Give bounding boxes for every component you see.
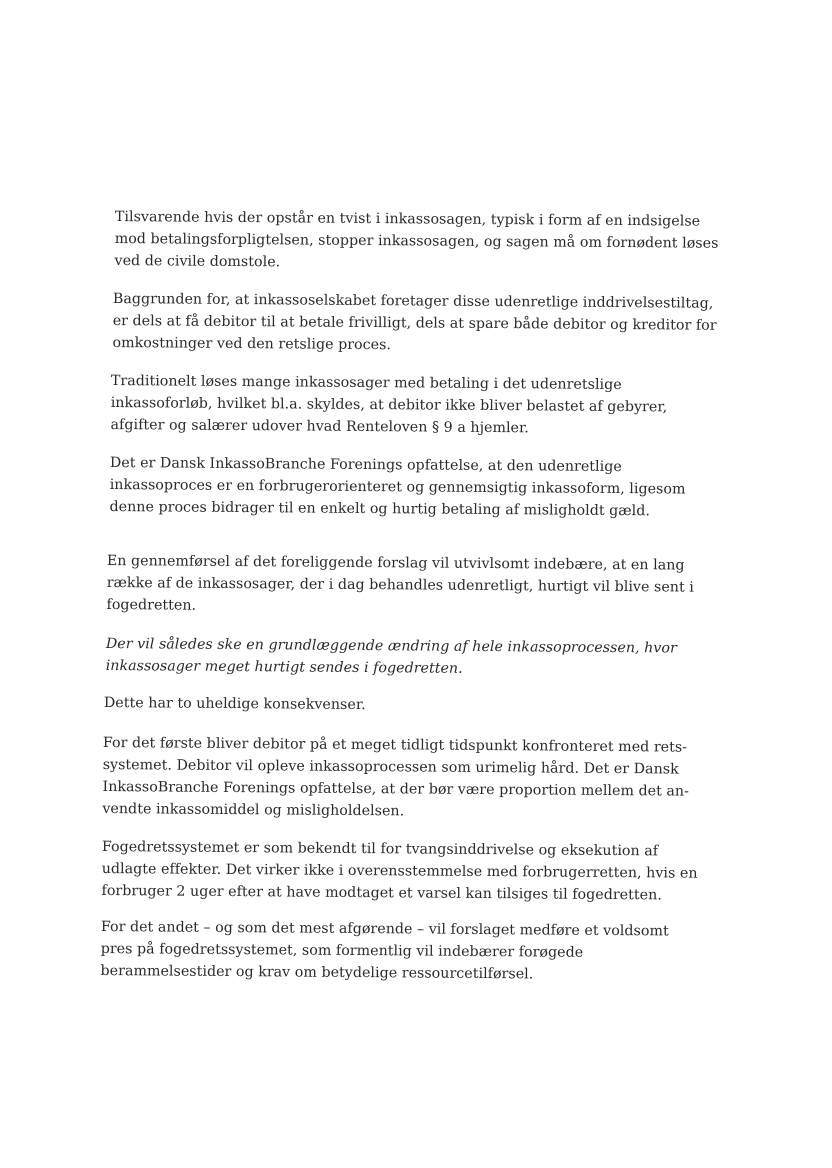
paragraph-emphasis <box>106 633 677 681</box>
text-line: inkassoforløb, hvilket bl.a. skyldes, at debitor ikke bliver belastet af gebyrer, <box>110 394 668 416</box>
paragraph-dispute <box>114 206 718 277</box>
paragraph-first <box>102 732 689 825</box>
text-line: inkassoproces er en forbrugerorienteret og gennemsigtig inkassoform, ligesom <box>109 476 686 498</box>
text-line: mod betalingsforpligtelsen, stopper inkassosagen, og sagen må om fornødent løses <box>114 230 719 252</box>
text-line: ved de civile domstole. <box>114 252 281 271</box>
paragraph-opinion <box>109 452 685 523</box>
text-line: forbruger 2 uger efter at have modtaget et varsel kan tilsiges til fogedretten. <box>101 882 662 904</box>
text-line: berammelsestider og krav om betydelige ressourcetilførsel. <box>100 962 534 983</box>
text-line: Tilsvarende hvis der opstår en tvist i inkassosagen, typisk i form af en indsigelse <box>114 208 701 230</box>
text-line: Traditionelt løses mange inkassosager med betaling i det udenretslige <box>110 372 622 394</box>
text-line: række af de inkassosager, der i dag behandles udenretligt, hurtigt vil blive sent i <box>106 574 694 596</box>
text-line: pres på fogedretssystemet, som formentlig vil indebærer forøgede <box>100 940 584 961</box>
text-line: For det første bliver debitor på et meget tidligt tidspunkt konfronteret med rets- <box>102 734 688 756</box>
paragraph-consequences <box>104 692 366 716</box>
text-line: For det andet – og som det mest afgørende – vil forslaget medføre et voldsomt <box>100 918 669 940</box>
text-line: denne proces bidrager til en enkelt og hurtig betaling af misligholdt gæld. <box>109 498 651 520</box>
text-line: Der vil således ske en grundlæggende ændring af hele inkassoprocessen, hvor <box>105 635 677 657</box>
text-line: fogedretten. <box>106 596 197 614</box>
text-line: Det er Dansk InkassoBranche Forenings opfattelse, at den udenretlige <box>109 454 622 476</box>
text-line: Baggrunden for, at inkassoselskabet foretager disse udenretlige inddrivelsestiltag, <box>112 290 714 312</box>
text-line: afgifter og salærer udover hvad Renteloven § 9 a hjemler. <box>110 416 529 437</box>
text-line: Dette har to uheldige konsekvenser. <box>103 694 366 714</box>
text-line: En gennemførsel af det foreliggende forslag vil utvivlsomt indebære, at en lang <box>106 552 685 574</box>
text-line: vendte inkassomiddel og misligholdelsen. <box>102 800 405 820</box>
text-line: udlagte effekter. Det virker ikke i overensstemmelse med forbrugerretten, hvis en <box>101 860 698 882</box>
text-line: systemet. Debitor vil opleve inkassoprocessen som urimelig hård. Det er Dansk <box>102 756 679 778</box>
text-line: er dels at få debitor til at betale frivilligt, dels at spare både debitor og kreditor for <box>112 312 717 334</box>
paragraph-implementation <box>106 550 694 621</box>
paragraph-traditionally <box>110 370 667 440</box>
text-line: Fogedretssystemet er som bekendt til for tvangsinddrivelse og eksekution af <box>101 838 659 860</box>
paragraph-second <box>100 916 668 986</box>
paragraph-bailiff-system <box>101 836 697 907</box>
text-line: inkassosager meget hurtigt sendes i fogedretten. <box>105 657 463 677</box>
text-line: omkostninger ved den retslige proces. <box>112 334 392 354</box>
paragraph-background <box>112 288 716 359</box>
text-line: InkassoBranche Forenings opfattelse, at der bør være proportion mellem det an- <box>102 778 690 800</box>
